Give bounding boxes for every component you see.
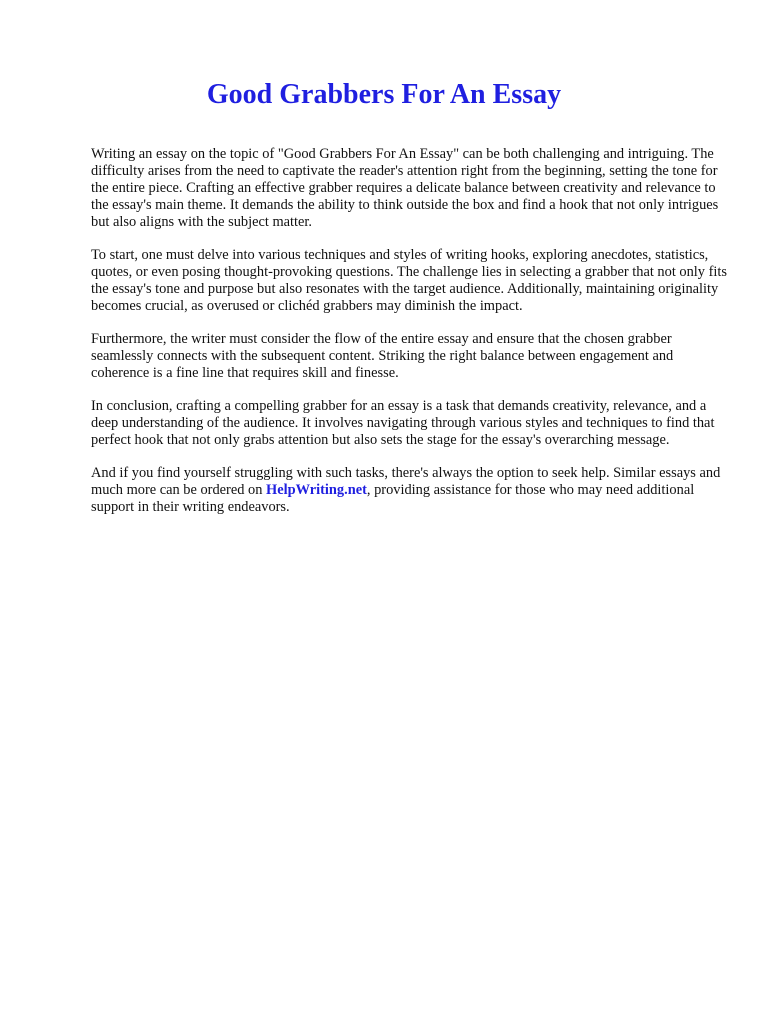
helpwriting-link[interactable]: HelpWriting.net	[266, 482, 367, 498]
paragraph-techniques: To start, one must delve into various techniques and styles of writing hooks, exploring anecdotes, statistics, quotes, or even posing thought-provoking questions. The challenge lies in selecting a grabber that not only fits the essay's tone and purpose but also resonates with the target audience. Additionally, maintaining originality becomes crucial, as overused or clichéd grabbers may diminish the impact.	[91, 247, 727, 314]
paragraph-conclusion: In conclusion, crafting a compelling grabber for an essay is a task that demands creativity, relevance, and a deep understanding of the audience. It involves navigating through various styles and techniques to find that perfect hook that not only grabs attention but also sets the stage for the essay's overarching message.	[91, 398, 715, 448]
closing-text-after-link: , providing assistance for those who may need additional support in their writing endeavors.	[91, 482, 695, 515]
paragraph-flow: Furthermore, the writer must consider the flow of the entire essay and ensure that the chosen grabber seamlessly connects with the subsequent content. Striking the right balance between engagement and coherence is a fine line that requires skill and finesse.	[91, 331, 674, 381]
document-body	[91, 146, 731, 532]
paragraph-intro: Writing an essay on the topic of "Good Grabbers For An Essay" can be both challenging and intriguing. The difficulty arises from the need to captivate the reader's attention right from the beginning, setting the tone for the entire piece. Crafting an effective grabber requires a delicate balance between creativity and relevance to the essay's main theme. It demands the ability to think outside the box and find a hook that not only intrigues but also aligns with the subject matter.	[91, 146, 719, 230]
closing-text-before-link: And if you find yourself struggling with such tasks, there's always the option to seek help. Similar essays and much more can be ordered on	[91, 465, 721, 498]
paragraph-closing	[91, 465, 731, 516]
document-title: Good Grabbers For An Essay	[206, 79, 562, 110]
